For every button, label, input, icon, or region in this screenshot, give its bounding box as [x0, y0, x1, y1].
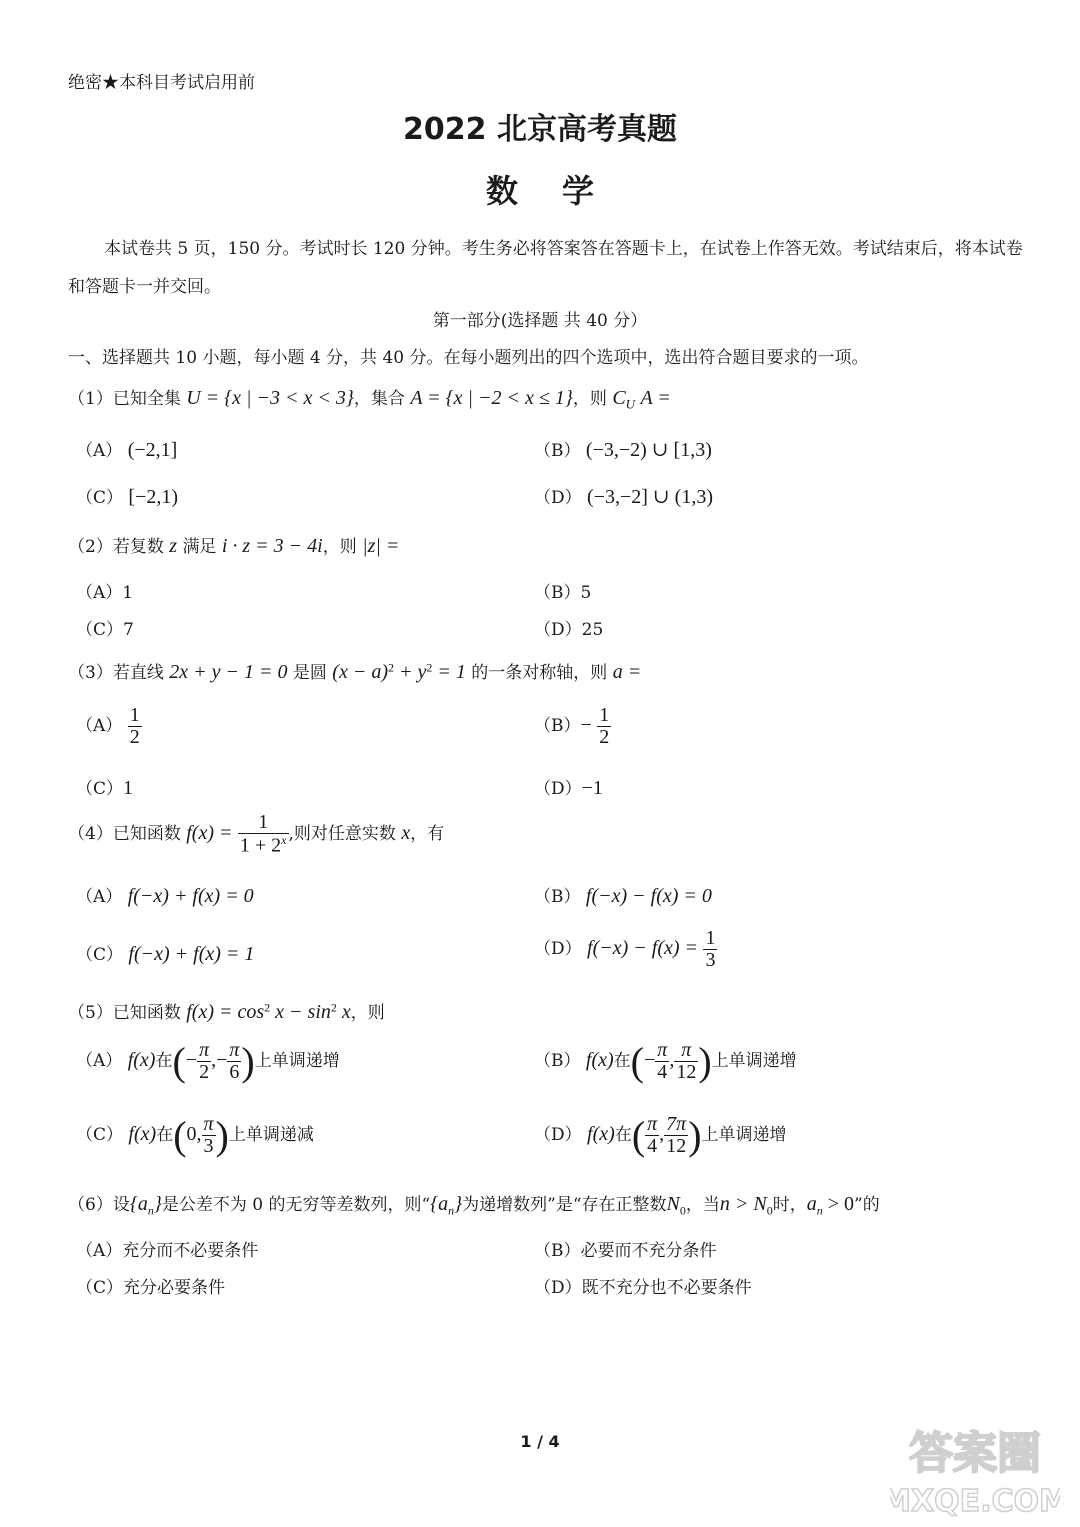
q6-option-c[interactable]: （C）充分必要条件 [76, 1278, 226, 1298]
fraction: $\frac{1}{1 + 2^x}$ [239, 811, 287, 857]
question-6: （6）设$\{a_n\}$是公差不为 0 的无穷等差数列，则“$\{a_n\}$为递增数列”是“存在正整数$N_0$，当$n > N_0$时，$a_n > 0$”的 [68, 1193, 880, 1218]
q1-option-d[interactable]: （D） (−3,−2] ∪ (1,3) [534, 486, 714, 508]
set-u: U = {x | −3 < x < 3} [186, 387, 354, 409]
exam-instructions: 本试卷共 5 页，150 分。考试时长 120 分钟。考生务必将答案答在答题卡上，在试卷上作答无效。考试结束后，将本试卷和答题卡一并交回。 [68, 239, 1023, 297]
fraction: $\frac{1}{3}$ [705, 927, 716, 971]
section-title: 一、选择题共 10 小题，每小题 4 分，共 40 分。在每小题列出的四个选项中，选出符合题目要求的一项。 [68, 348, 869, 368]
q2-option-a[interactable]: （A）1 [76, 583, 134, 603]
q1-option-c[interactable]: （C） [−2,1) [76, 486, 179, 508]
question-4: （4）已知函数 f(x) = $\frac{1}{1 + 2^x}$ ,则对任意实数 x，有 [68, 811, 445, 857]
subject-title: 数学 [485, 172, 638, 210]
q6-option-b[interactable]: （B）必要而不充分条件 [534, 1241, 717, 1261]
question-2: （2）若复数 z 满足 i · z = 3 − 4i，则 |z| = [68, 535, 400, 557]
watermark-domain: MXQE.COM [890, 1484, 1060, 1519]
fraction: $\frac{1}{2}$ [599, 704, 610, 748]
q3-option-c[interactable]: （C）1 [76, 777, 134, 799]
q5-option-d[interactable]: （D） f(x)在( $\frac{\pi}{4}$ , $\frac{7\pi}{12}$ )上单调递增 [534, 1113, 787, 1158]
exam-title: 2022 北京高考真题 [403, 112, 677, 147]
set-a: A = {x | −2 < x ≤ 1} [410, 387, 573, 409]
q2-option-c[interactable]: （C）7 [76, 620, 134, 640]
q5-option-b[interactable]: （B） f(x)在(− $\frac{\pi}{4}$ , $\frac{\pi}{12}$ )上单调递增 [534, 1039, 797, 1084]
question-1: （1）已知全集 U = {x | −3 < x < 3}，集合 A = {x | −2 < x ≤ 1}，则 $C_U$ A = [68, 387, 671, 412]
q4-option-b[interactable]: （B） f(−x) − f(x) = 0 [534, 885, 712, 907]
watermark-text: 答案圈 [909, 1428, 1041, 1479]
q3-option-d[interactable]: （D）−1 [534, 777, 603, 799]
q1-option-b[interactable]: （B） (−3,−2) ∪ [1,3) [534, 439, 712, 461]
page-number: 1 / 4 [520, 1432, 560, 1451]
q6-option-d[interactable]: （D）既不充分也不必要条件 [534, 1278, 752, 1298]
q2-option-b[interactable]: （B）5 [534, 583, 592, 603]
q3-option-b[interactable]: （B）− $\frac{1}{2}$ [534, 704, 610, 748]
q3-option-a[interactable]: （A） $\frac{1}{2}$ [76, 704, 140, 748]
q5-option-c[interactable]: （C） f(x)在(0, $\frac{\pi}{3}$ )上单调递减 [76, 1113, 314, 1158]
part-title: 第一部分(选择题 共 40 分） [432, 311, 648, 331]
fraction: $\frac{1}{2}$ [129, 704, 140, 748]
question-3: （3）若直线 2x + y − 1 = 0 是圆 $(x - a)^2 + y^2 = 1$ 的一条对称轴，则 a = [68, 660, 642, 683]
confidential-label: 绝密★本科目考试启用前 [68, 73, 255, 93]
question-5: （5）已知函数 $f(x) = \cos^2 x - \sin^2 x$，则 [68, 1000, 385, 1023]
q4-option-d[interactable]: （D） f(−x) − f(x) = $\frac{1}{3}$ [534, 927, 716, 971]
q4-option-a[interactable]: （A） f(−x) + f(x) = 0 [76, 885, 254, 907]
q6-option-a[interactable]: （A）充分而不必要条件 [76, 1241, 259, 1261]
q5-option-a[interactable]: （A） f(x)在(− $\frac{\pi}{2}$ ,− $\frac{\pi}{6}$ )上单调递增 [76, 1039, 340, 1084]
watermark-logo [890, 1413, 1060, 1523]
q2-option-d[interactable]: （D）25 [534, 620, 604, 640]
q4-option-c[interactable]: （C） f(−x) + f(x) = 1 [76, 943, 255, 965]
q1-option-a[interactable]: （A） (−2,1] [76, 439, 178, 461]
